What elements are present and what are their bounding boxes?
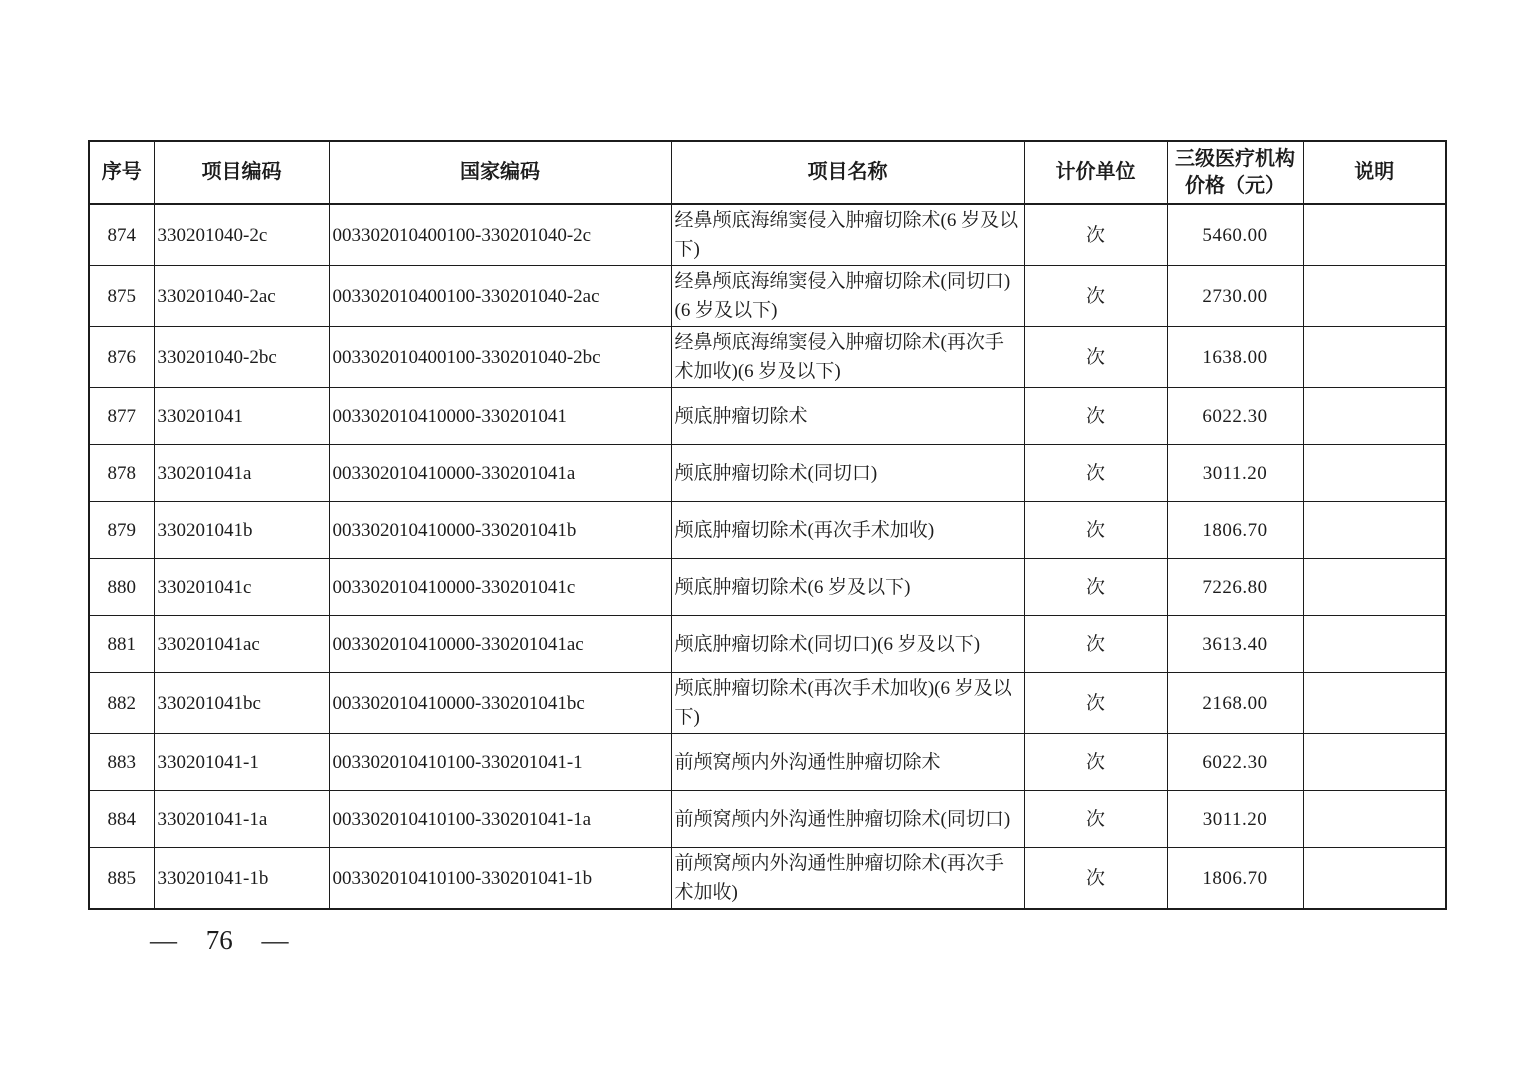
row-national-code: 003302010410000-330201041	[329, 388, 671, 445]
table-row	[89, 559, 1446, 616]
row-project-name: 颅底肿瘤切除术	[671, 388, 1024, 445]
table-row	[89, 673, 1446, 734]
row-national-code: 003302010410000-330201041ac	[329, 616, 671, 673]
table-header-row	[89, 141, 1446, 204]
row-pricing-unit: 次	[1024, 266, 1167, 327]
table-row	[89, 848, 1446, 910]
row-pricing-unit: 次	[1024, 616, 1167, 673]
row-project-code: 330201041a	[154, 445, 329, 502]
row-price: 2168.00	[1167, 673, 1303, 734]
row-project-code: 330201041ac	[154, 616, 329, 673]
row-project-code: 330201040-2bc	[154, 327, 329, 388]
row-national-code: 003302010400100-330201040-2ac	[329, 266, 671, 327]
row-project-name: 前颅窝颅内外沟通性肿瘤切除术(再次手术加收)	[671, 848, 1024, 910]
row-price: 3011.20	[1167, 791, 1303, 848]
row-national-code: 003302010410000-330201041bc	[329, 673, 671, 734]
row-seq: 876	[89, 327, 154, 388]
header-pricing-unit: 计价单位	[1024, 141, 1167, 204]
row-pricing-unit: 次	[1024, 327, 1167, 388]
row-seq: 875	[89, 266, 154, 327]
row-national-code: 003302010410000-330201041a	[329, 445, 671, 502]
row-seq: 881	[89, 616, 154, 673]
medical-price-table	[88, 140, 1447, 910]
row-note	[1303, 388, 1446, 445]
row-note	[1303, 616, 1446, 673]
row-project-name: 经鼻颅底海绵窦侵入肿瘤切除术(同切口)(6 岁及以下)	[671, 266, 1024, 327]
row-national-code: 003302010410100-330201041-1a	[329, 791, 671, 848]
row-project-code: 330201041-1a	[154, 791, 329, 848]
row-pricing-unit: 次	[1024, 791, 1167, 848]
row-national-code: 003302010410000-330201041b	[329, 502, 671, 559]
row-project-name: 前颅窝颅内外沟通性肿瘤切除术	[671, 734, 1024, 791]
row-pricing-unit: 次	[1024, 502, 1167, 559]
row-seq: 884	[89, 791, 154, 848]
row-pricing-unit: 次	[1024, 204, 1167, 266]
row-project-code: 330201040-2ac	[154, 266, 329, 327]
row-price: 1806.70	[1167, 502, 1303, 559]
row-note	[1303, 673, 1446, 734]
row-project-name: 经鼻颅底海绵窦侵入肿瘤切除术(6 岁及以下)	[671, 204, 1024, 266]
row-project-code: 330201041-1b	[154, 848, 329, 910]
row-project-name: 颅底肿瘤切除术(再次手术加收)	[671, 502, 1024, 559]
row-seq: 877	[89, 388, 154, 445]
row-price: 5460.00	[1167, 204, 1303, 266]
row-project-name: 经鼻颅底海绵窦侵入肿瘤切除术(再次手术加收)(6 岁及以下)	[671, 327, 1024, 388]
row-seq: 885	[89, 848, 154, 910]
row-price: 7226.80	[1167, 559, 1303, 616]
header-project-code: 项目编码	[154, 141, 329, 204]
row-national-code: 003302010400100-330201040-2bc	[329, 327, 671, 388]
row-project-name: 颅底肿瘤切除术(同切口)	[671, 445, 1024, 502]
row-pricing-unit: 次	[1024, 445, 1167, 502]
row-national-code: 003302010410100-330201041-1b	[329, 848, 671, 910]
table-row	[89, 388, 1446, 445]
row-price: 1638.00	[1167, 327, 1303, 388]
row-project-name: 颅底肿瘤切除术(同切口)(6 岁及以下)	[671, 616, 1024, 673]
row-project-name: 颅底肿瘤切除术(6 岁及以下)	[671, 559, 1024, 616]
row-national-code: 003302010410100-330201041-1	[329, 734, 671, 791]
table-row	[89, 204, 1446, 266]
row-note	[1303, 734, 1446, 791]
table-row	[89, 734, 1446, 791]
row-pricing-unit: 次	[1024, 734, 1167, 791]
header-seq: 序号	[89, 141, 154, 204]
row-project-code: 330201041b	[154, 502, 329, 559]
table-row	[89, 266, 1446, 327]
row-price: 6022.30	[1167, 388, 1303, 445]
table-row	[89, 445, 1446, 502]
row-seq: 880	[89, 559, 154, 616]
row-note	[1303, 266, 1446, 327]
table-row	[89, 616, 1446, 673]
row-note	[1303, 559, 1446, 616]
row-project-name: 前颅窝颅内外沟通性肿瘤切除术(同切口)	[671, 791, 1024, 848]
row-note	[1303, 445, 1446, 502]
row-price: 3011.20	[1167, 445, 1303, 502]
row-seq: 878	[89, 445, 154, 502]
row-seq: 883	[89, 734, 154, 791]
row-pricing-unit: 次	[1024, 673, 1167, 734]
header-project-name: 项目名称	[671, 141, 1024, 204]
row-price: 2730.00	[1167, 266, 1303, 327]
row-pricing-unit: 次	[1024, 848, 1167, 910]
row-note	[1303, 502, 1446, 559]
row-project-code: 330201041-1	[154, 734, 329, 791]
page-number: — 76 —	[150, 925, 289, 955]
row-project-code: 330201040-2c	[154, 204, 329, 266]
row-seq: 879	[89, 502, 154, 559]
row-note	[1303, 204, 1446, 266]
row-project-name: 颅底肿瘤切除术(再次手术加收)(6 岁及以下)	[671, 673, 1024, 734]
header-national-code: 国家编码	[329, 141, 671, 204]
row-pricing-unit: 次	[1024, 559, 1167, 616]
row-pricing-unit: 次	[1024, 388, 1167, 445]
row-project-code: 330201041bc	[154, 673, 329, 734]
row-project-code: 330201041c	[154, 559, 329, 616]
row-price: 1806.70	[1167, 848, 1303, 910]
row-price: 3613.40	[1167, 616, 1303, 673]
header-note: 说明	[1303, 141, 1446, 204]
header-tertiary-price: 三级医疗机构价格（元）	[1167, 141, 1303, 204]
row-seq: 874	[89, 204, 154, 266]
row-national-code: 003302010400100-330201040-2c	[329, 204, 671, 266]
table-row	[89, 791, 1446, 848]
row-note	[1303, 327, 1446, 388]
row-note	[1303, 791, 1446, 848]
row-national-code: 003302010410000-330201041c	[329, 559, 671, 616]
row-seq: 882	[89, 673, 154, 734]
row-project-code: 330201041	[154, 388, 329, 445]
row-note	[1303, 848, 1446, 910]
table-row	[89, 502, 1446, 559]
table-body	[89, 204, 1446, 909]
row-price: 6022.30	[1167, 734, 1303, 791]
table-row	[89, 327, 1446, 388]
